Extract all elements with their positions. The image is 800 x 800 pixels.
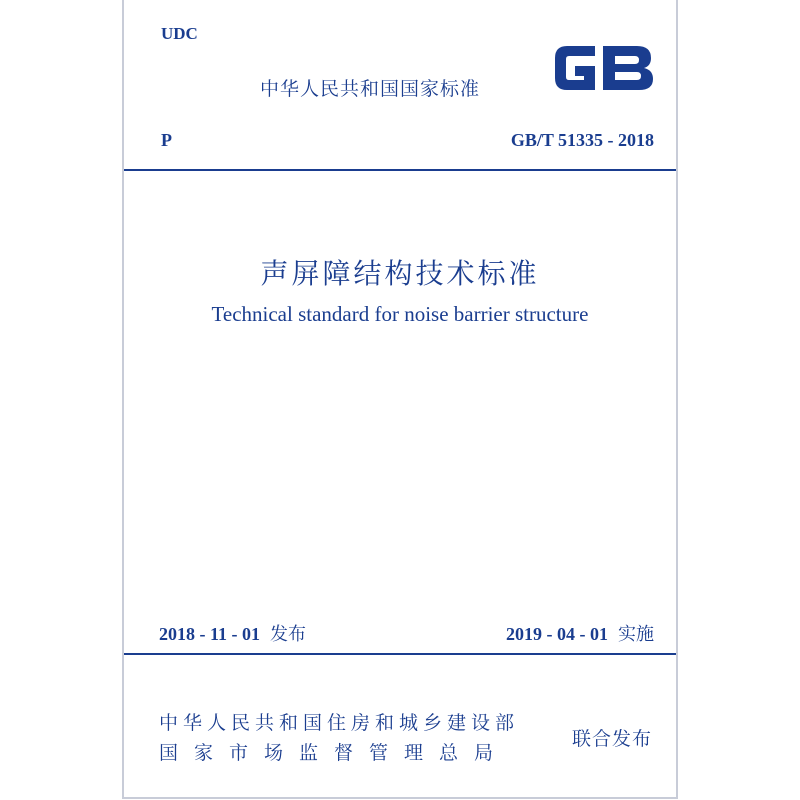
bottom-divider — [124, 653, 676, 655]
standard-cover — [122, 0, 678, 799]
gb-logo-icon — [549, 36, 659, 100]
udc-label: UDC — [161, 24, 198, 43]
issue-date-line — [159, 620, 306, 646]
implement-date: 2019 - 04 - 01 — [506, 624, 608, 644]
issue-date: 2018 - 11 - 01 — [159, 624, 260, 644]
issuer-line-2: 国家市场监督管理总局 — [159, 742, 510, 764]
implement-date-line — [506, 620, 654, 646]
category-code: P — [161, 130, 172, 150]
standard-number: GB/T 51335 - 2018 — [510, 130, 654, 150]
top-divider — [124, 169, 676, 171]
national-standard-label: 中华人民共和国国家标准 — [260, 78, 481, 100]
title-english: Technical standard for noise barrier structure — [211, 302, 589, 326]
issue-label: 发布 — [270, 624, 306, 645]
issuer-line-1: 中华人民共和国住房和城乡建设部 — [159, 712, 520, 734]
joint-issue-label: 联合发布 — [571, 728, 652, 750]
implement-label: 实施 — [618, 624, 654, 645]
title-chinese: 声屏障结构技术标准 — [260, 257, 540, 290]
